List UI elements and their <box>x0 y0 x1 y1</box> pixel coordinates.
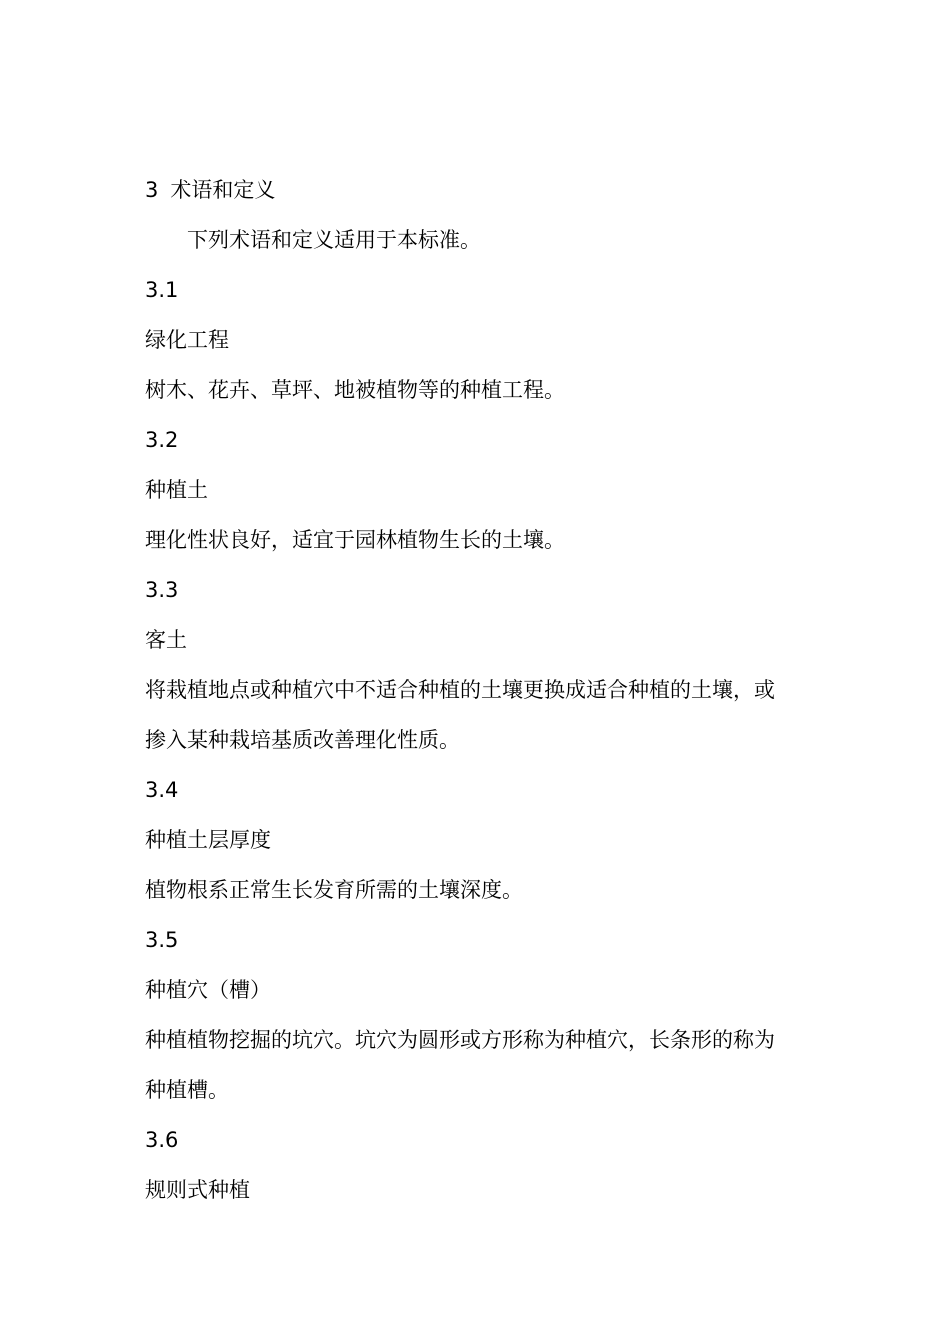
term-number: 3.6 <box>145 1128 179 1152</box>
term-definition-continued: 掺入某种栽培基质改善理化性质。 <box>145 728 460 752</box>
term-definition: 植物根系正常生长发育所需的土壤深度。 <box>145 878 523 902</box>
section-title: 术语和定义 <box>170 178 276 202</box>
term-definition: 将栽植地点或种植穴中不适合种植的土壤更换成适合种植的土壤，或 <box>145 678 775 702</box>
term-name: 种植土层厚度 <box>145 828 271 852</box>
term-number: 3.1 <box>145 278 179 302</box>
section-intro: 下列术语和定义适用于本标准。 <box>187 228 481 252</box>
term-name: 客土 <box>145 628 187 652</box>
term-name: 种植穴（槽） <box>145 978 271 1002</box>
term-number: 3.5 <box>145 928 179 952</box>
term-number: 3.4 <box>145 778 179 802</box>
term-definition-continued: 种植槽。 <box>145 1078 229 1102</box>
term-definition: 树木、花卉、草坪、地被植物等的种植工程。 <box>145 378 565 402</box>
term-number: 3.3 <box>145 578 179 602</box>
term-name: 规则式种植 <box>145 1178 250 1202</box>
section-number: 3 <box>145 178 159 202</box>
term-definition: 种植植物挖掘的坑穴。坑穴为圆形或方形称为种植穴，长条形的称为 <box>145 1028 775 1052</box>
term-name: 种植土 <box>145 478 208 502</box>
section-heading <box>145 178 275 202</box>
term-name: 绿化工程 <box>145 328 229 352</box>
term-number: 3.2 <box>145 428 179 452</box>
term-definition: 理化性状良好，适宜于园林植物生长的土壤。 <box>145 528 565 552</box>
